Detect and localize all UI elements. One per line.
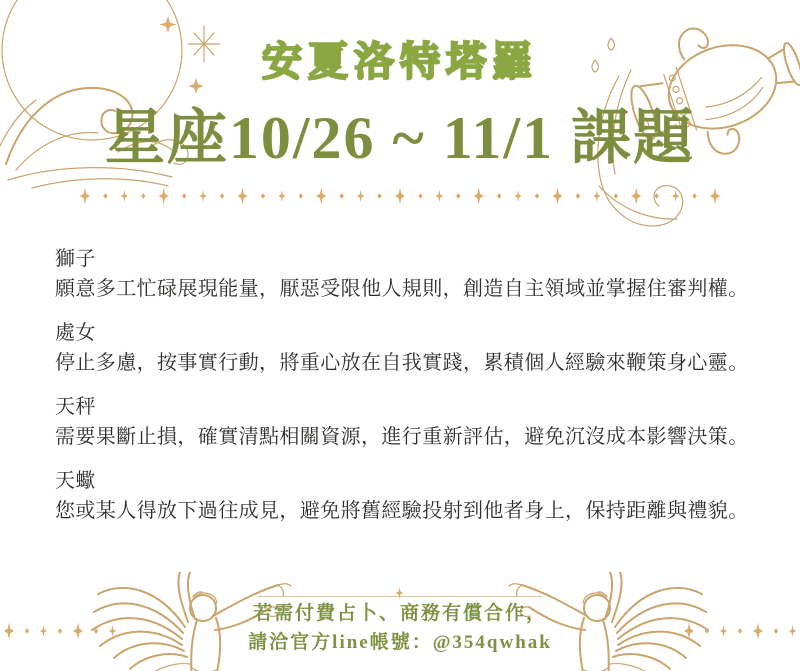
sparkle-icon bbox=[121, 190, 128, 202]
zodiac-list bbox=[55, 244, 755, 540]
zodiac-text: 需要果斷止損，確實清點相關資源，進行重新評估，避免沉沒成本影響決策。 bbox=[55, 426, 749, 448]
footer-line-1: 若需付費占卜、商務有償合作， bbox=[252, 603, 547, 624]
zodiac-sign-label: 天蠍 bbox=[55, 470, 96, 492]
zodiac-section-libra bbox=[55, 392, 755, 452]
sparkle-icon bbox=[705, 628, 710, 634]
sparkle-icon bbox=[25, 628, 30, 634]
sparkle-icon bbox=[200, 190, 207, 202]
sparkle-icon bbox=[553, 188, 563, 205]
zodiac-section-leo bbox=[55, 244, 755, 304]
sparkle-icon bbox=[593, 190, 600, 202]
zodiac-sign-label: 獅子 bbox=[55, 248, 96, 270]
sparkle-icon bbox=[159, 188, 169, 205]
sparkle-icon bbox=[141, 193, 146, 199]
zodiac-text: 願意多工忙碌展現能量，厭惡受限他人規則，創造自主領域並掌握住審判權。 bbox=[55, 278, 749, 300]
sparkle-icon bbox=[182, 193, 187, 199]
sparkle-icon bbox=[395, 188, 405, 205]
sparkle-icon bbox=[720, 625, 727, 637]
zodiac-sign-label: 天秤 bbox=[55, 396, 96, 418]
footer-line-2: 請洽官方line帳號：@354qwhak bbox=[248, 632, 552, 653]
sparkle-icon bbox=[80, 188, 90, 205]
sparkle-icon bbox=[684, 623, 694, 640]
sparkle-icon bbox=[109, 625, 116, 637]
sparkle-icon bbox=[40, 625, 47, 637]
sparkle-icon bbox=[774, 628, 779, 634]
sparkle-icon bbox=[753, 623, 763, 640]
sparkle-icon bbox=[497, 193, 502, 199]
sparkle-icon bbox=[515, 190, 522, 202]
sparkle-icon bbox=[4, 623, 14, 640]
corner-sparkles-left-icon bbox=[4, 622, 116, 640]
sparkle-icon bbox=[456, 193, 461, 199]
sparkle-icon bbox=[299, 193, 304, 199]
sparkle-icon bbox=[576, 193, 581, 199]
brand-title: 安夏洛特塔羅 bbox=[262, 40, 538, 84]
sparkle-icon bbox=[238, 188, 248, 205]
sparkle-icon bbox=[377, 193, 382, 199]
sparkle-icon bbox=[436, 190, 443, 202]
sparkle-icon bbox=[220, 193, 225, 199]
footer-text bbox=[0, 599, 800, 657]
zodiac-sign-label: 處女 bbox=[55, 322, 96, 344]
sparkle-icon bbox=[789, 625, 796, 637]
zodiac-section-scorpio bbox=[55, 466, 755, 526]
zodiac-text: 停止多慮，按事實行動，將重心放在自我實踐，累積個人經驗來鞭策身心靈。 bbox=[55, 352, 749, 374]
sparkle-icon bbox=[614, 193, 619, 199]
zodiac-section-virgo bbox=[55, 318, 755, 378]
sparkle-icon bbox=[418, 193, 423, 199]
sparkle-icon bbox=[710, 188, 720, 205]
sparkle-icon bbox=[278, 190, 285, 202]
zodiac-text: 您或某人得放下過往成見，避免將舊經驗投射到他者身上，保持距離與禮貌。 bbox=[55, 500, 749, 522]
sparkle-icon bbox=[738, 628, 743, 634]
footer-star-icon bbox=[396, 587, 403, 599]
sparkle-icon bbox=[631, 188, 641, 205]
page-title: 星座10/26 ~ 11/1 課題 bbox=[104, 105, 696, 171]
sparkle-icon bbox=[357, 190, 364, 202]
sparkle-icon bbox=[58, 628, 63, 634]
sparkle-icon bbox=[535, 193, 540, 199]
sparkle-divider-icon bbox=[80, 187, 720, 205]
sparkle-icon bbox=[654, 193, 659, 199]
sparkle-icon bbox=[316, 188, 326, 205]
corner-sparkles-right-icon bbox=[684, 622, 796, 640]
sparkle-icon bbox=[103, 193, 108, 199]
sparkle-icon bbox=[672, 190, 679, 202]
sparkle-icon bbox=[692, 193, 697, 199]
sparkle-icon bbox=[261, 193, 266, 199]
sparkle-icon bbox=[339, 193, 344, 199]
sparkle-icon bbox=[94, 628, 99, 634]
sparkle-icon bbox=[73, 623, 83, 640]
sparkle-icon bbox=[474, 188, 484, 205]
